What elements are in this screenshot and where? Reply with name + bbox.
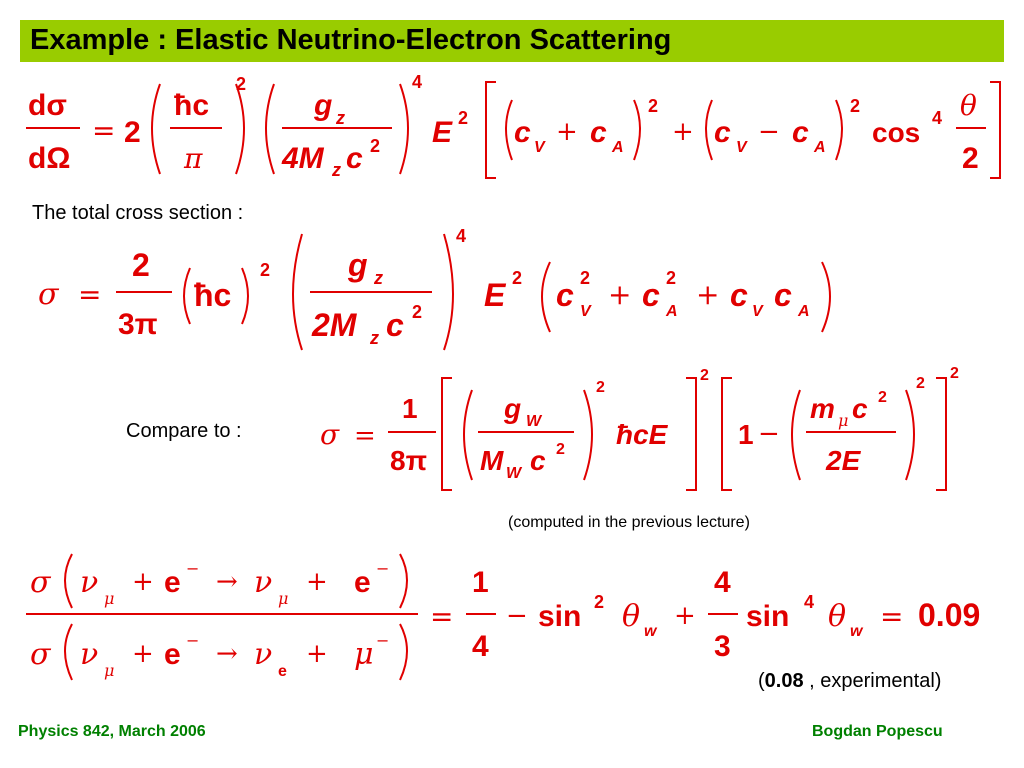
close-paren-2 <box>400 624 407 680</box>
equals-sign: = <box>430 600 454 633</box>
cV-symbol: c <box>556 277 574 313</box>
theta-symbol: θ <box>960 89 977 122</box>
z-subscript-2: z <box>370 328 379 348</box>
exponent-2: 2 <box>594 592 605 612</box>
open-paren-2 <box>792 390 800 480</box>
cA-symbol: c <box>590 116 607 149</box>
plus-sign-2: + <box>306 567 328 597</box>
three-pi: 3π <box>118 308 158 341</box>
close-paren-3 <box>634 100 640 160</box>
fraction-four-2: 4 <box>714 566 731 599</box>
close-paren-3 <box>822 262 830 332</box>
hbar-c: ħc <box>194 277 232 313</box>
plus-sign: + <box>608 278 632 311</box>
exponent-2f: 2 <box>950 365 959 382</box>
total-cross-section-equation <box>0 220 1024 360</box>
one-symbol: 1 <box>738 419 754 450</box>
W-subscript-2: W <box>506 465 522 482</box>
experimental-note <box>758 670 941 693</box>
d-sigma: dσ <box>28 89 67 122</box>
exponent-4: 4 <box>804 592 815 612</box>
MW-symbol: M <box>480 445 504 476</box>
z-subscript-2: z <box>332 160 341 180</box>
close-paren <box>236 84 244 174</box>
nu-symbol-4: ν <box>254 637 273 672</box>
z-subscript: z <box>374 268 383 288</box>
open-bracket <box>442 378 452 490</box>
m-symbol: m <box>810 393 835 424</box>
cos-function: cos <box>872 117 921 148</box>
close-bracket <box>686 378 696 490</box>
two-Mz: 2M <box>312 307 357 343</box>
exponent-2e: 2 <box>850 96 861 116</box>
equals-sign-2: = <box>880 600 904 633</box>
w-subscript: w <box>644 623 657 640</box>
nu-symbol-3: ν <box>80 637 99 672</box>
exponent-2d: 2 <box>580 268 591 288</box>
exponent-2: 2 <box>556 441 565 458</box>
result-value: 0.09 <box>918 597 981 633</box>
V-subscript-2: V <box>752 303 763 320</box>
total-cross-section-label: The total cross section : <box>32 202 244 224</box>
nu-symbol-2: ν <box>254 565 273 600</box>
energy-E: E <box>484 277 506 313</box>
electron-e: e <box>164 566 181 599</box>
compare-label: Compare to : <box>126 420 242 442</box>
plus-sign: + <box>556 117 578 147</box>
experimental-value: 0.08 <box>764 670 804 692</box>
numerator-one: 1 <box>402 393 418 424</box>
open-paren-2 <box>293 234 302 350</box>
V-subscript-2: V <box>736 139 747 156</box>
electron-e-2: e <box>354 566 371 599</box>
sigma-symbol-2: σ <box>30 637 51 672</box>
footer-author: Bogdan Popescu <box>812 723 943 740</box>
W-subscript: W <box>526 413 542 430</box>
minus-sign: − <box>506 601 528 631</box>
hbar-c: ħc <box>174 89 210 122</box>
c-symbol: c <box>530 445 546 476</box>
eight-pi: 8π <box>390 445 428 476</box>
electron-e-3: e <box>164 638 181 671</box>
exponent-2d: 2 <box>648 96 659 116</box>
cA-symbol: c <box>642 277 660 313</box>
mu-subscript-3: μ <box>104 661 115 680</box>
mu-subscript: μ <box>104 589 115 608</box>
exponent-2b: 2 <box>596 379 605 396</box>
open-paren-4 <box>706 100 712 160</box>
exponent-2c: 2 <box>512 268 523 288</box>
minus-superscript-2: − <box>376 559 390 578</box>
fraction-three: 3 <box>714 630 731 663</box>
A-subscript: A <box>666 303 678 320</box>
pi-symbol: π <box>184 142 203 175</box>
mu-subscript-2: μ <box>278 589 289 608</box>
open-bracket-2 <box>722 378 732 490</box>
minus-superscript: − <box>186 559 200 578</box>
exponent-4b: 4 <box>932 108 943 128</box>
open-paren-2 <box>266 84 274 174</box>
exponent-2c: 2 <box>700 367 709 384</box>
z-subscript: z <box>336 108 345 128</box>
sigma-symbol: σ <box>38 277 59 312</box>
exponent-2: 2 <box>260 260 271 280</box>
cV-symbol-2: c <box>714 116 731 149</box>
exponent-2b: 2 <box>370 136 381 156</box>
open-paren <box>184 268 190 324</box>
A-subscript-2: A <box>814 139 826 156</box>
four-Mz: 4M <box>282 142 324 175</box>
plus-sign: + <box>132 567 154 597</box>
V-subscript: V <box>580 303 591 320</box>
exponent-4: 4 <box>456 226 467 246</box>
plus-sign-2: + <box>672 117 694 147</box>
g-symbol: g <box>348 247 368 283</box>
computed-note: (computed in the previous lecture) <box>508 514 750 531</box>
fraction-one: 1 <box>472 566 489 599</box>
mu-subscript: μ <box>838 411 849 430</box>
arrow: → <box>216 567 238 597</box>
differential-cross-section-equation <box>0 0 1024 200</box>
equals-sign: = <box>354 421 376 451</box>
g-symbol: g <box>314 89 333 122</box>
c-symbol: c <box>386 307 404 343</box>
plus-sign-3: + <box>132 639 154 669</box>
close-paren-2 <box>906 390 914 480</box>
sin-function: sin <box>538 600 582 633</box>
experimental-prefix: ( <box>758 670 765 692</box>
A-subscript-2: A <box>798 303 810 320</box>
factor-two: 2 <box>124 116 141 149</box>
denominator-two: 2 <box>962 142 979 175</box>
sigma-symbol: σ <box>30 565 51 600</box>
minus-sign: − <box>758 117 780 147</box>
close-paren <box>400 554 407 608</box>
two-E: 2E <box>826 445 861 476</box>
w-subscript-2: w <box>850 623 863 640</box>
exponent-2b: 2 <box>412 302 423 322</box>
equals-sign: = <box>78 278 102 311</box>
plus-sign-2: + <box>696 278 720 311</box>
gW-symbol: g <box>504 393 522 424</box>
arrow-2: → <box>216 639 238 669</box>
sin-function-2: sin <box>746 600 790 633</box>
V-subscript: V <box>534 139 545 156</box>
close-paren <box>242 268 248 324</box>
close-paren <box>584 390 592 480</box>
c-symbol-2: c <box>852 393 868 424</box>
minus-superscript-4: − <box>376 631 390 650</box>
footer-course: Physics 842, March 2006 <box>18 723 206 740</box>
exponent-2d: 2 <box>878 389 887 406</box>
cV-symbol-2: c <box>730 277 748 313</box>
cV-symbol: c <box>514 116 531 149</box>
open-bracket <box>486 82 496 178</box>
close-paren-2 <box>400 84 408 174</box>
exponent-2e: 2 <box>916 375 925 392</box>
fraction-four: 4 <box>472 630 489 663</box>
plus-sign-4: + <box>306 639 328 669</box>
c-symbol: c <box>346 142 363 175</box>
open-paren <box>65 554 72 608</box>
cA-symbol-2: c <box>774 277 792 313</box>
open-paren <box>464 390 472 480</box>
d-omega: dΩ <box>28 142 71 175</box>
close-paren-2 <box>444 234 453 350</box>
theta-symbol: θ <box>622 599 641 634</box>
muon-mu: μ <box>354 637 374 672</box>
e-subscript: e <box>278 663 287 680</box>
equals-sign: = <box>92 114 116 147</box>
experimental-suffix: , experimental) <box>803 670 942 692</box>
slide-title: Example : Elastic Neutrino-Electron Scattering <box>30 24 672 56</box>
open-paren <box>152 84 160 174</box>
sigma-symbol: σ <box>320 418 340 451</box>
compare-cross-section-equation <box>0 360 1024 510</box>
minus-superscript-3: − <box>186 631 200 650</box>
theta-symbol-2: θ <box>828 599 847 634</box>
minus-sign: − <box>758 419 780 449</box>
exponent-2c: 2 <box>458 108 469 128</box>
open-paren-3 <box>542 262 550 332</box>
cA-symbol-2: c <box>792 116 809 149</box>
hbar-c-E: ħcE <box>616 419 668 450</box>
open-paren-2 <box>65 624 72 680</box>
numerator-two: 2 <box>132 247 150 283</box>
exponent-2: 2 <box>236 74 247 94</box>
close-bracket-2 <box>936 378 946 490</box>
nu-symbol: ν <box>80 565 99 600</box>
exponent-4: 4 <box>412 72 423 92</box>
close-paren-4 <box>836 100 842 160</box>
cross-section-ratio-equation <box>0 540 1024 690</box>
energy-E: E <box>432 116 453 149</box>
A-subscript: A <box>612 139 624 156</box>
plus-sign-5: + <box>674 601 696 631</box>
close-bracket <box>990 82 1000 178</box>
exponent-2e: 2 <box>666 268 677 288</box>
open-paren-3 <box>506 100 512 160</box>
